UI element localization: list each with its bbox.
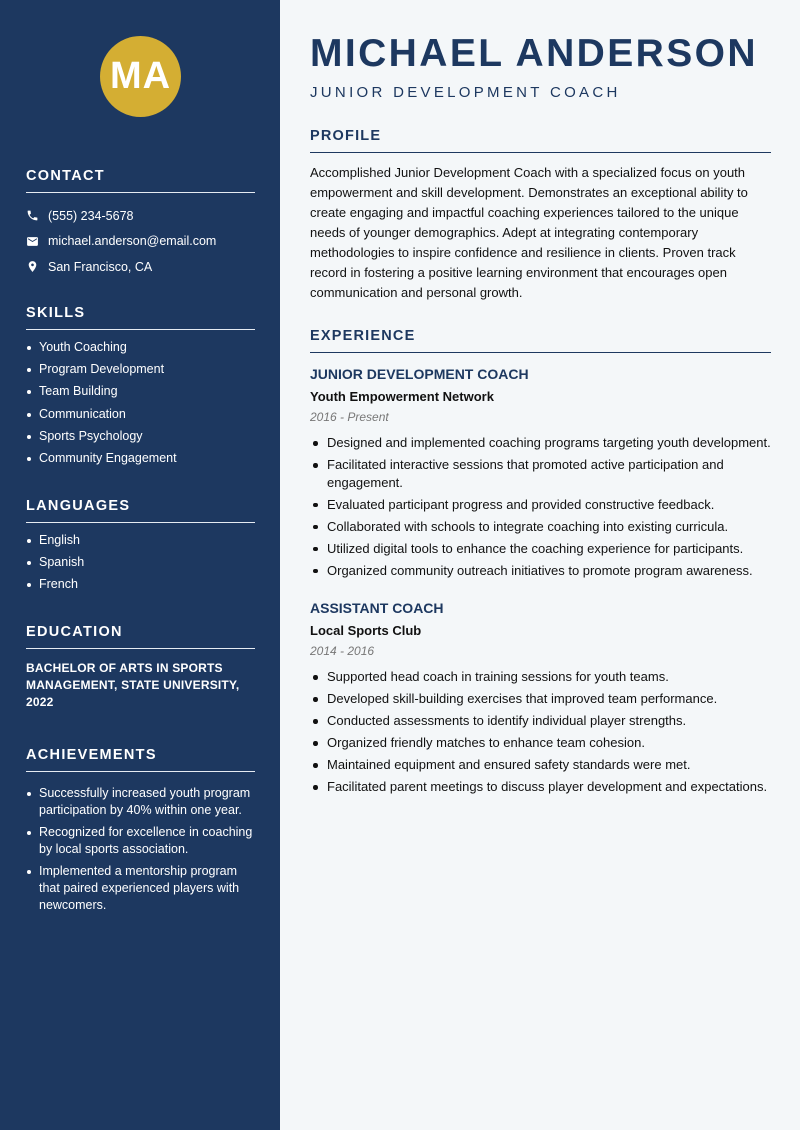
skill-item: Community Engagement xyxy=(26,450,255,467)
education-degree: BACHELOR OF ARTS IN SPORTS MANAGEMENT, STATE UNIVERSITY, 2022 xyxy=(26,661,240,709)
experience-entry xyxy=(310,600,771,801)
skill-item: Team Building xyxy=(26,383,255,400)
contact-heading: CONTACT xyxy=(26,168,255,193)
position-title: JUNIOR DEVELOPMENT COACH xyxy=(310,366,529,382)
experience-heading: EXPERIENCE xyxy=(310,328,771,353)
contact-phone xyxy=(26,203,255,229)
responsibility-item: Maintained equipment and ensured safety standards were met. xyxy=(310,756,771,774)
languages-heading: LANGUAGES xyxy=(26,498,255,523)
experience-section xyxy=(310,328,771,353)
contact-email xyxy=(26,229,255,255)
skills-section xyxy=(26,305,255,472)
responsibility-item: Evaluated participant progress and provided constructive feedback. xyxy=(310,496,771,514)
achievements-list xyxy=(26,785,255,914)
profile-text: Accomplished Junior Development Coach with a specialized focus on youth empowerment and skill development. Demonstrates an exceptional ability to create engaging and impactful coaching experiences tailored to the unique needs of younger demographics. Adept at integrating contemporary methodologies to inspire confidence and resilience in clients. Proven track record in fostering a positive learning environment that encourages open communication and personal growth. xyxy=(310,165,748,300)
responsibility-item: Utilized digital tools to enhance the coaching experience for participants. xyxy=(310,540,771,558)
skill-item: Sports Psychology xyxy=(26,428,255,445)
phone-text: (555) 234-5678 xyxy=(48,208,134,223)
achievement-item: Successfully increased youth program participation by 40% within one year. xyxy=(26,785,255,819)
location-text: San Francisco, CA xyxy=(48,259,153,274)
responsibility-item: Conducted assessments to identify individual player strengths. xyxy=(310,712,771,730)
employment-dates: 2014 - 2016 xyxy=(310,644,375,658)
employer-name: Youth Empowerment Network xyxy=(310,389,494,404)
responsibility-item: Designed and implemented coaching programs targeting youth development. xyxy=(310,434,771,452)
position-title: ASSISTANT COACH xyxy=(310,600,444,616)
contact-location xyxy=(26,254,255,280)
employer-name: Local Sports Club xyxy=(310,623,422,638)
responsibility-item: Facilitated interactive sessions that promoted active participation and engagement. xyxy=(310,456,771,491)
education-heading: EDUCATION xyxy=(26,624,255,649)
responsibility-item: Organized community outreach initiatives to promote program awareness. xyxy=(310,562,771,580)
contact-section xyxy=(26,168,255,280)
responsibilities-list xyxy=(310,668,771,796)
language-item: Spanish xyxy=(26,554,255,571)
location-pin-icon xyxy=(26,260,48,273)
language-item: French xyxy=(26,576,255,593)
profile-section xyxy=(310,128,771,303)
email-text: michael.anderson@email.com xyxy=(48,234,217,249)
email-icon xyxy=(26,235,48,248)
skills-list xyxy=(26,339,255,467)
employment-dates: 2016 - Present xyxy=(310,410,389,424)
achievement-item: Recognized for excellence in coaching by local sports association. xyxy=(26,824,255,858)
responsibility-item: Supported head coach in training sessions for youth teams. xyxy=(310,668,771,686)
languages-section xyxy=(26,498,255,599)
responsibility-item: Collaborated with schools to integrate coaching into existing curricula. xyxy=(310,518,771,536)
skill-item: Youth Coaching xyxy=(26,339,255,356)
skill-item: Program Development xyxy=(26,361,255,378)
responsibility-item: Developed skill-building exercises that improved team performance. xyxy=(310,690,771,708)
profile-heading: PROFILE xyxy=(310,128,771,153)
education-section xyxy=(26,624,255,711)
achievement-item: Implemented a mentorship program that paired experienced players with newcomers. xyxy=(26,863,255,914)
language-item: English xyxy=(26,532,255,549)
skills-heading: SKILLS xyxy=(26,305,255,330)
skill-item: Communication xyxy=(26,406,255,423)
languages-list xyxy=(26,532,255,593)
avatar-initials: MA xyxy=(100,36,181,117)
responsibilities-list xyxy=(310,434,771,579)
responsibility-item: Organized friendly matches to enhance team cohesion. xyxy=(310,734,771,752)
achievements-section xyxy=(26,747,255,920)
responsibility-item: Facilitated parent meetings to discuss player development and expectations. xyxy=(310,778,771,796)
phone-icon xyxy=(26,209,48,222)
sidebar xyxy=(0,0,280,1130)
achievements-heading: ACHIEVEMENTS xyxy=(26,747,255,772)
job-title-header: JUNIOR DEVELOPMENT COACH xyxy=(310,84,621,101)
candidate-name: MICHAEL ANDERSON xyxy=(310,32,758,75)
experience-entry xyxy=(310,366,771,584)
